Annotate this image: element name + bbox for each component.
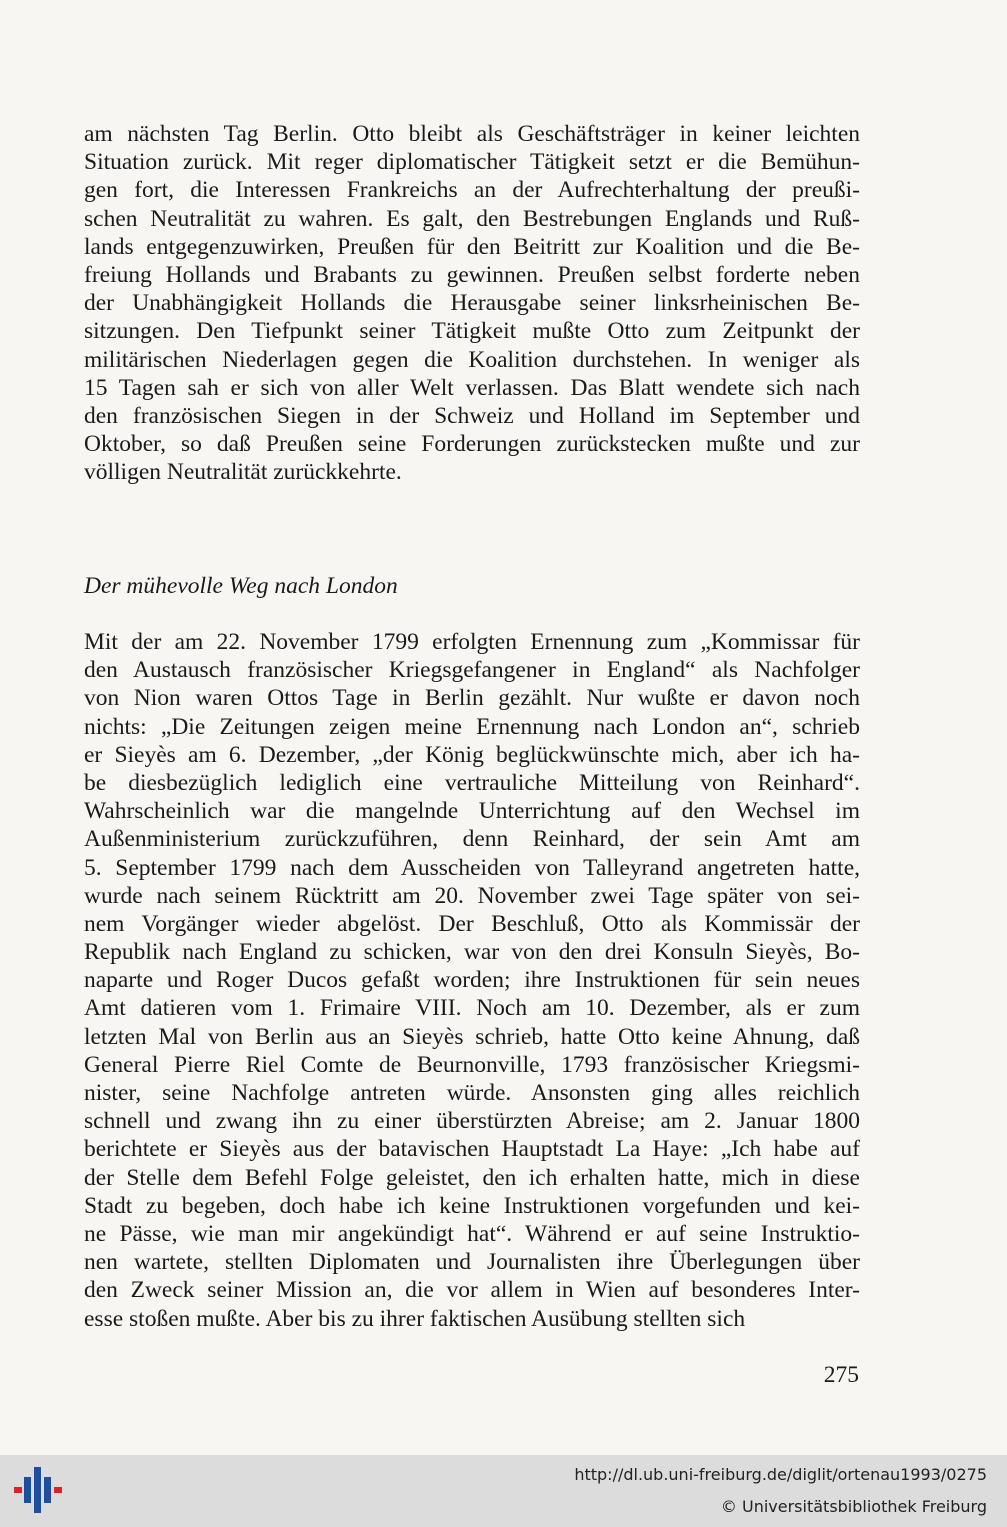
- text-line: den Austausch französischer Kriegsgefangener in England“ als Nachfolger: [84, 657, 860, 684]
- source-url-link[interactable]: http://dl.ub.uni-freiburg.de/diglit/ortenau1993/0275: [574, 1465, 987, 1484]
- library-logo-icon: [14, 1467, 64, 1513]
- text-line: der Stelle dem Befehl Folge geleistet, den ich erhalten hatte, mich in diese: [84, 1164, 860, 1191]
- text-line: nichts: „Die Zeitungen zeigen meine Ernennung nach London an“, schrieb: [84, 713, 860, 740]
- text-line: Situation zurück. Mit reger diplomatischer Tätigkeit setzt er die Bemühun-: [84, 149, 860, 176]
- text-line: lands entgegenzuwirken, Preußen für den Beitritt zur Koalition und die Be-: [84, 233, 860, 260]
- text-line: völligen Neutralität zurückkehrte.: [84, 459, 402, 486]
- text-line: be diesbezüglich lediglich eine vertrauliche Mitteilung von Reinhard“.: [84, 769, 860, 796]
- paragraph-2: [84, 628, 860, 1333]
- text-line: schnell und zwang ihn zu einer überstürzten Abreise; am 2. Januar 1800: [84, 1108, 860, 1135]
- text-line: schen Neutralität zu wahren. Es galt, den Bestrebungen Englands und Ruß-: [84, 205, 860, 232]
- text-line: nem Vorgänger wieder abgelöst. Der Beschluß, Otto als Kommissär der: [84, 910, 860, 937]
- copyright-notice: © Universitätsbibliothek Freiburg: [720, 1497, 987, 1516]
- text-line: Oktober, so daß Preußen seine Forderungen zurückstecken mußte und zur: [84, 431, 860, 458]
- text-line: ne Pässe, wie man mir angekündigt hat“. Während er auf seine Instruktio-: [84, 1220, 860, 1247]
- text-line: General Pierre Riel Comte de Beurnonville, 1793 französischer Kriegsmi-: [84, 1051, 860, 1078]
- text-line: 5. September 1799 nach dem Ausscheiden von Talleyrand angetreten hatte,: [84, 854, 860, 881]
- text-line: sitzungen. Den Tiefpunkt seiner Tätigkeit mußte Otto zum Zeitpunkt der: [84, 318, 860, 345]
- text-line: gen fort, die Interessen Frankreichs an der Aufrechterhaltung der preußi-: [84, 177, 860, 204]
- text-line: nister, seine Nachfolge antreten würde. Ansonsten ging alles reichlich: [84, 1080, 860, 1106]
- paragraph-1: [84, 120, 860, 486]
- text-line: letzten Mal von Berlin aus an Sieyès schrieb, hatte Otto keine Ahnung, daß: [84, 1023, 860, 1050]
- text-line: Republik nach England zu schicken, war von den drei Konsuln Sieyès, Bo-: [84, 939, 860, 966]
- section-heading: Der mühevolle Weg nach London: [84, 573, 398, 599]
- text-line: 15 Tagen sah er sich von aller Welt verlassen. Das Blatt wendete sich nach: [84, 374, 860, 401]
- text-line: militärischen Niederlagen gegen die Koalition durchstehen. In weniger als: [84, 346, 860, 373]
- text-line: von Nion waren Ottos Tage in Berlin gezählt. Nur wußte er davon noch: [84, 685, 860, 712]
- text-line: berichtete er Sieyès aus der batavischen Hauptstadt La Haye: „Ich habe auf: [84, 1136, 860, 1163]
- text-line: Mit der am 22. November 1799 erfolgten Ernennung zum „Kommissar für: [84, 629, 860, 655]
- text-line: nen wartete, stellten Diplomaten und Journalisten ihre Überlegungen über: [84, 1249, 860, 1276]
- footer-bar: [0, 1455, 1007, 1527]
- text-line: wurde nach seinem Rücktritt am 20. November zwei Tage später von sei-: [84, 882, 860, 909]
- text-line: der Unabhängigkeit Hollands die Herausgabe seiner linksrheinischen Be-: [84, 290, 860, 317]
- text-line: am nächsten Tag Berlin. Otto bleibt als Geschäftsträger in keiner leichten: [84, 121, 860, 147]
- text-line: Außenministerium zurückzuführen, denn Reinhard, der sein Amt am: [84, 826, 860, 853]
- text-line: naparte und Roger Ducos gefaßt worden; ihre Instruktionen für sein neues: [84, 967, 860, 994]
- text-line: den Zweck seiner Mission an, die vor allem in Wien auf besonderes Inter-: [84, 1277, 860, 1304]
- page-number: 275: [823, 1362, 859, 1388]
- text-line: den französischen Siegen in der Schweiz und Holland im September und: [84, 402, 860, 429]
- text-line: Wahrscheinlich war die mangelnde Unterrichtung auf den Wechsel im: [84, 798, 860, 825]
- text-line: freiung Hollands und Brabants zu gewinnen. Preußen selbst forderte neben: [84, 261, 860, 288]
- text-line: esse stoßen mußte. Aber bis zu ihrer faktischen Ausübung stellten sich: [84, 1305, 746, 1332]
- text-line: er Sieyès am 6. Dezember, „der König beglückwünschte mich, aber ich ha-: [84, 741, 860, 768]
- text-line: Stadt zu begeben, doch habe ich keine Instruktionen vorgefunden und kei-: [84, 1192, 860, 1219]
- text-line: Amt datieren vom 1. Frimaire VIII. Noch am 10. Dezember, als er zum: [84, 995, 860, 1022]
